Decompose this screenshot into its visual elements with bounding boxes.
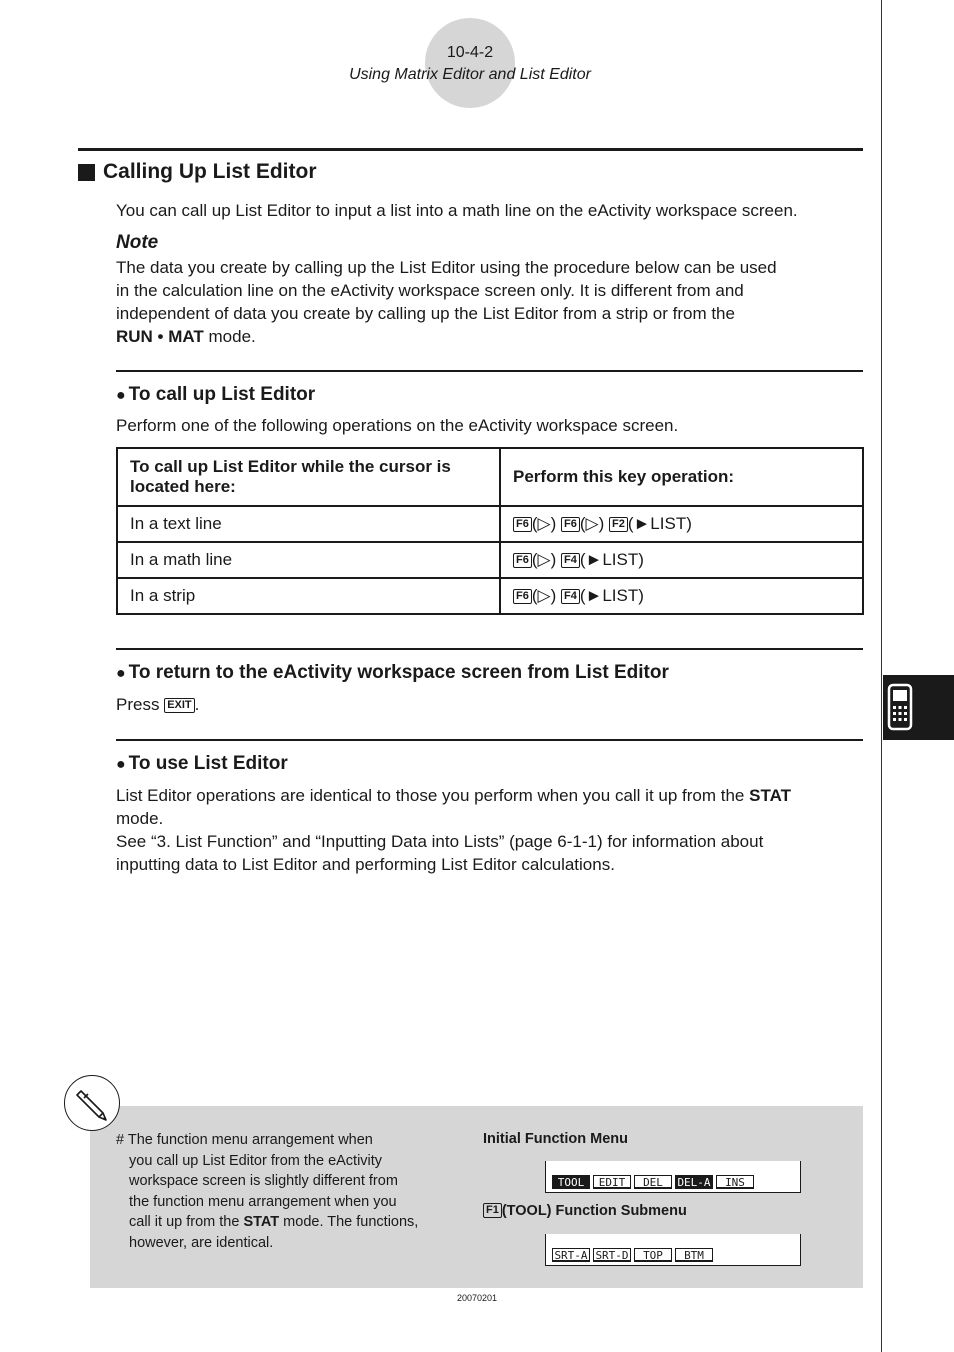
menu-item-btm: BTM (675, 1248, 713, 1262)
tool-submenu (545, 1234, 801, 1266)
pencil-icon (73, 1084, 113, 1124)
key-sequence: F6 (▷) F4 (►LIST) (500, 542, 863, 578)
subsection-rule (116, 648, 863, 650)
f1-key: F1 (483, 1203, 502, 1218)
table-header-row (117, 448, 863, 506)
call-up-intro: Perform one of the following operations on the eActivity workspace screen. (116, 416, 679, 435)
chapter-title: Using Matrix Editor and List Editor (349, 66, 591, 83)
note-badge (64, 1075, 120, 1131)
f6-key: F6 (513, 517, 532, 532)
menu-item-del: DEL (634, 1175, 672, 1189)
subsection-rule (116, 739, 863, 741)
mode-name: RUN • MAT (116, 327, 204, 346)
page-edge-line (881, 0, 882, 1352)
menu-item-ins: INS (716, 1175, 754, 1189)
exit-key: EXIT (164, 698, 194, 713)
initial-menu-label: Initial Function Menu (483, 1131, 628, 1147)
menu-item-tool: TOOL (552, 1175, 590, 1189)
key-sequence: F6 (▷) F6 (▷) F2 (►LIST) (500, 506, 863, 542)
note-title: Note (116, 232, 159, 253)
section-heading: Calling Up List Editor (78, 160, 317, 184)
f6-key: F6 (513, 553, 532, 568)
note-body: The data you create by calling up the List Editor using the procedure below can be used in the calculation line on the eActivity workspace screen only. It is different from and independent of data you create by calling up the List Editor from a strip or from the RUN • MAT mode. (116, 258, 777, 346)
call-up-heading: ● To call up List Editor (116, 384, 316, 405)
section-rule (78, 148, 863, 151)
f4-key: F4 (561, 589, 580, 604)
menu-item-edit: EDIT (593, 1175, 631, 1189)
key-operation-table (116, 447, 864, 615)
table-header-operation: Perform this key operation: (500, 448, 863, 506)
use-heading: ● To use List Editor (116, 753, 288, 774)
chapter-tab (883, 675, 954, 740)
date-code: 20070201 (456, 1293, 498, 1303)
table-header-location: To call up List Editor while the cursor is located here: (117, 448, 500, 506)
submenu-label: F1 (TOOL) Function Submenu (483, 1203, 687, 1219)
use-body: List Editor operations are identical to those you perform when you call it up from the STAT mode. See “3. List Function” and “Inputting Data into Lists” (page 6-1-1) for information about inputting data to List Editor and performing List Editor calculations. (116, 786, 791, 874)
header-circle (425, 18, 515, 108)
menu-item-del-a: DEL-A (675, 1175, 713, 1189)
menu-item-srt-a: SRT-A (552, 1248, 590, 1262)
square-bullet-icon (78, 164, 95, 181)
initial-function-menu (545, 1161, 801, 1193)
footnote-text: # The function menu arrangement when you call up List Editor from the eActivity workspace screen is slightly different from the function menu arrangement when you call it up from the STAT mode. The functions, however, are identical. (116, 1132, 419, 1251)
f6-key: F6 (513, 589, 532, 604)
table-row: In a text line F6 (▷) F6 (▷) F2 (►LIST) (117, 506, 863, 542)
table-row: In a strip F6 (▷) F4 (►LIST) (117, 578, 863, 614)
f6-key: F6 (561, 517, 580, 532)
calculator-icon (887, 683, 913, 731)
subsection-rule (116, 370, 863, 372)
table-row: In a math line F6 (▷) F4 (►LIST) (117, 542, 863, 578)
return-heading: ● To return to the eActivity workspace screen from List Editor (116, 662, 669, 683)
f4-key: F4 (561, 553, 580, 568)
key-sequence: F6 (▷) F4 (►LIST) (500, 578, 863, 614)
menu-item-top: TOP (634, 1248, 672, 1262)
return-instruction: Press EXIT . (116, 695, 200, 714)
section-intro: You can call up List Editor to input a list into a math line on the eActivity workspace screen. (116, 201, 798, 220)
page-number: 10-4-2 (446, 44, 494, 61)
f2-key: F2 (609, 517, 628, 532)
menu-item-srt-d: SRT-D (593, 1248, 631, 1262)
